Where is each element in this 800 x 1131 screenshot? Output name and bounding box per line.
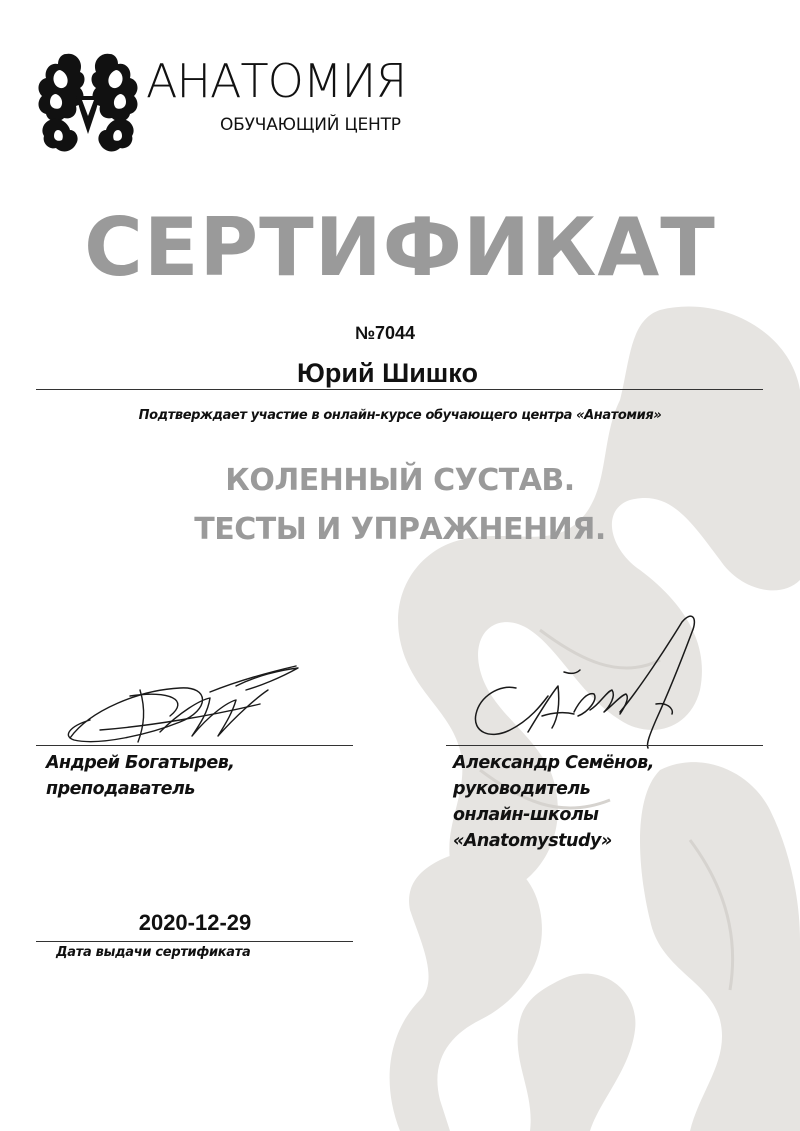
certificate-number: №7044 [354,323,416,343]
recipient-name: Юрий Шишко [297,358,478,388]
signer-left-role: преподаватель [46,779,195,799]
issue-date-line [36,941,353,942]
signer-left-caption [46,750,234,802]
course-title-line-1: КОЛЕННЫЙ СУСТАВ. [225,463,575,498]
brand-subtitle: ОБУЧАЮЩИЙ ЦЕНТР [220,115,401,135]
signature-left [60,660,300,750]
recipient-underline [36,389,763,390]
anatomy-logo-icon [36,50,140,156]
signature-right [470,608,730,753]
signer-right-role: руководитель [453,779,591,799]
signer-right-name: Александр Семёнов, [453,753,654,773]
signature-left-line [36,745,353,746]
signer-right-caption [453,750,654,854]
confirmation-text: Подтверждает участие в онлайн-курсе обучающего центра «Анатомия» [138,408,662,423]
issue-date-caption: Дата выдачи сертификата [56,945,251,960]
signer-right-org-line-1: онлайн-школы [453,805,599,825]
brand-name: АНАТОМИЯ [146,54,407,108]
certificate-title: СЕРТИФИКАТ [84,201,716,294]
issue-date: 2020-12-29 [138,910,252,935]
signer-left-name: Андрей Богатырев, [46,753,235,773]
signer-right-org-line-2: «Anatomystudy» [453,831,612,851]
signature-right-line [446,745,763,746]
course-title-line-2: ТЕСТЫ И УПРАЖНЕНИЯ. [194,512,606,547]
